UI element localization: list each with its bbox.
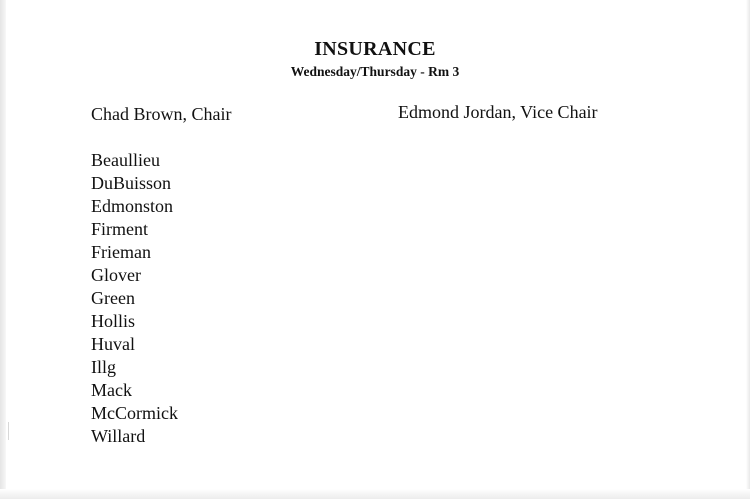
member-item: Edmonston [91,196,174,216]
member-item: Green [91,288,135,308]
member-item: Glover [91,265,141,285]
member-item: McCormick [91,403,178,423]
member-item: Frieman [91,242,151,262]
vice-chair-name: Edmond Jordan, Vice Chair [398,102,598,122]
member-item: Firment [91,219,148,239]
member-item: Huval [91,334,135,354]
chair-name: Chad Brown, Chair [91,104,232,124]
member-item: Beaullieu [91,150,160,170]
member-item: Illg [91,357,116,377]
member-item: DuBuisson [91,173,172,193]
member-list [91,149,178,448]
page-crease-mark [8,422,9,440]
committee-title: INSURANCE [314,38,436,60]
member-item: Hollis [91,311,136,331]
page-bottom-edge [0,489,750,499]
member-item: Willard [91,426,146,446]
meeting-schedule: Wednesday/Thursday - Rm 3 [290,64,460,79]
member-item: Mack [91,380,132,400]
